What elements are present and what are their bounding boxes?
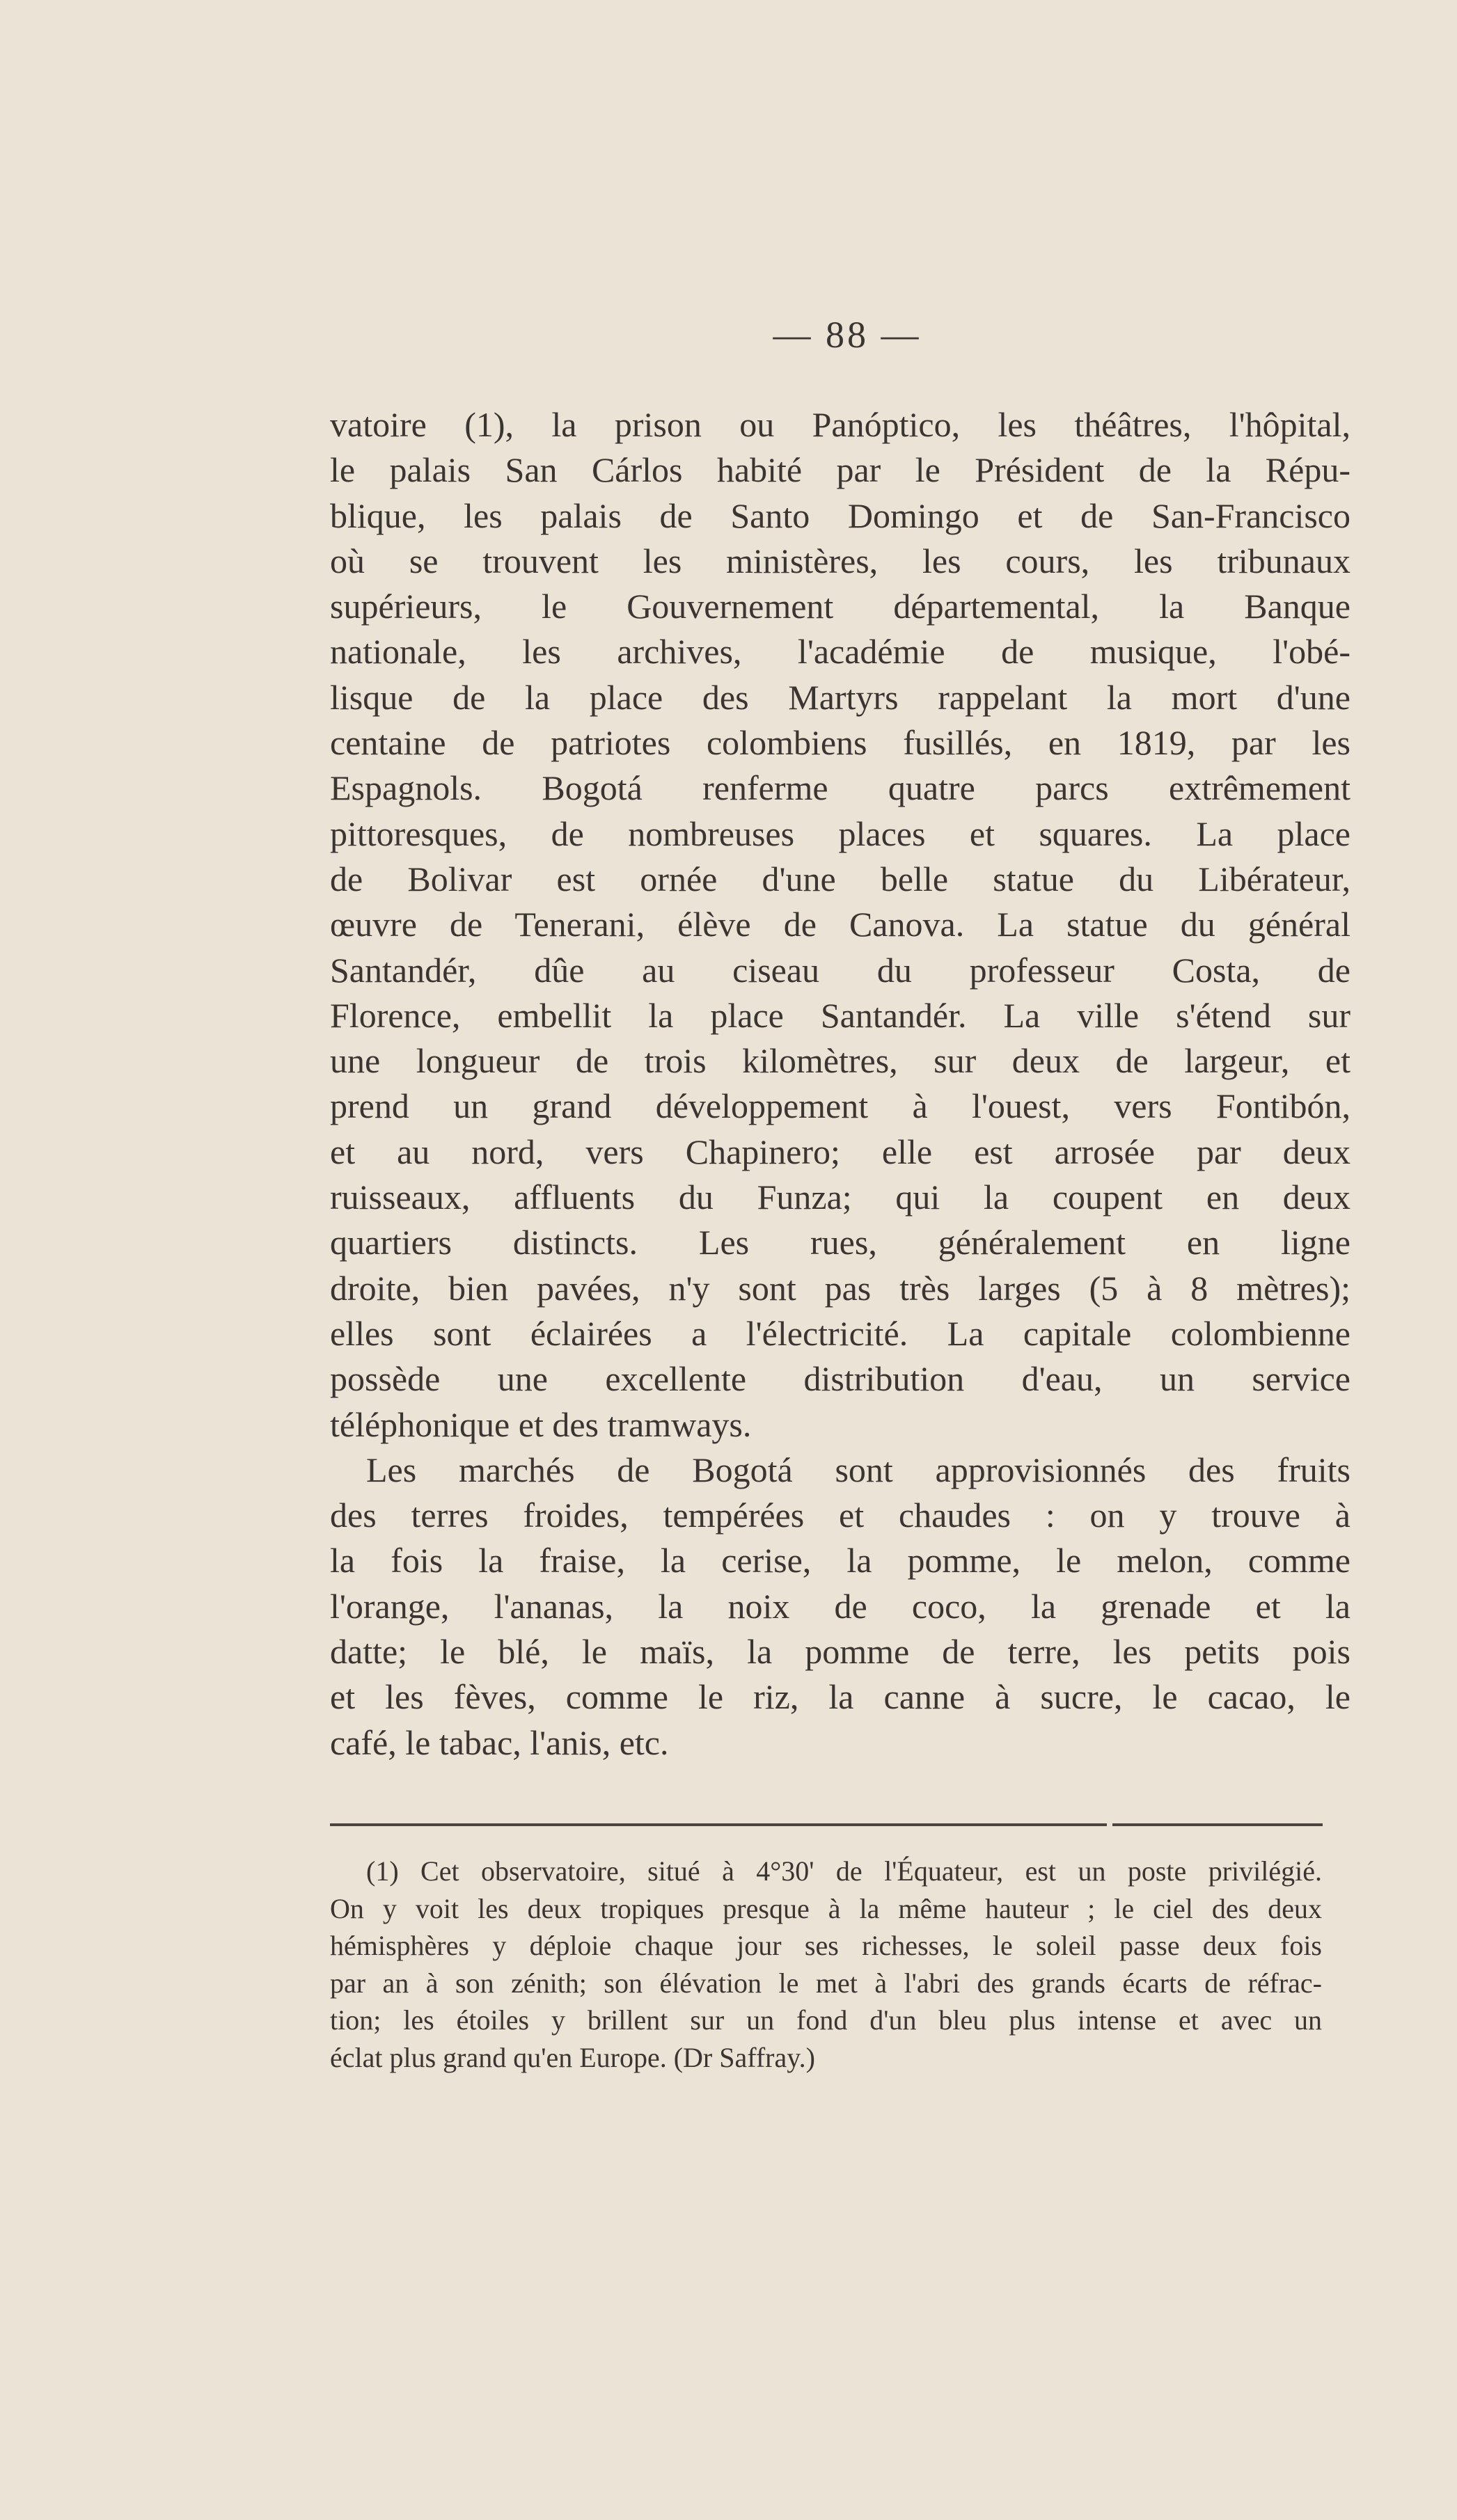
- body-line: droite, bien pavées, n'y sont pas très larges (5 à 8 mètres);: [330, 1268, 1350, 1308]
- body-line: œuvre de Tenerani, élève de Canova. La statue du général: [330, 905, 1350, 944]
- body-line: la fois la fraise, la cerise, la pomme, le melon, comme: [330, 1541, 1350, 1580]
- body-line: centaine de patriotes colombiens fusillés, en 1819, par les: [330, 723, 1350, 763]
- footnote-line: par an à son zénith; son élévation le met à l'abri des grands écarts de réfrac-: [330, 1967, 1322, 1999]
- footnote-line: On y voit les deux tropiques presque à la même hauteur ; le ciel des deux: [330, 1892, 1322, 1924]
- body-line: datte; le blé, le maïs, la pomme de terre, les petits pois: [330, 1632, 1350, 1672]
- body-line: quartiers distincts. Les rues, généralement en ligne: [330, 1223, 1350, 1262]
- footnote-rule-short: [1112, 1823, 1323, 1826]
- body-line: café, le tabac, l'anis, etc.: [330, 1722, 669, 1762]
- body-text: [330, 402, 1350, 1766]
- footnote-line: tion; les étoiles y brillent sur un fond d'un bleu plus intense et avec un: [330, 2004, 1322, 2036]
- body-line: et au nord, vers Chapinero; elle est arrosée par deux: [330, 1132, 1350, 1171]
- body-line: prend un grand développement à l'ouest, vers Fontibón,: [330, 1086, 1350, 1126]
- footnote-line: éclat plus grand qu'en Europe. (Dr Saffray.): [330, 2041, 815, 2073]
- body-line: et les fèves, comme le riz, la canne à sucre, le cacao, le: [330, 1677, 1350, 1717]
- body-line: Espagnols. Bogotá renferme quatre parcs extrêmement: [330, 768, 1350, 808]
- body-line: Florence, embellit la place Santandér. La ville s'étend sur: [330, 995, 1350, 1035]
- body-line: l'orange, l'ananas, la noix de coco, la grenade et la: [330, 1586, 1350, 1626]
- body-line: lisque de la place des Martyrs rappelant la mort d'une: [330, 677, 1350, 717]
- body-line: où se trouvent les ministères, les cours, les tribunaux: [330, 541, 1350, 580]
- footnote-line: (1) Cet observatoire, situé à 4°30' de l'Équateur, est un poste privilégié.: [366, 1855, 1322, 1887]
- body-line: blique, les palais de Santo Domingo et de San-Francisco: [330, 496, 1350, 535]
- body-line: pittoresques, de nombreuses places et squares. La place: [330, 814, 1350, 853]
- body-line: elles sont éclairées a l'électricité. La capitale colombienne: [330, 1313, 1350, 1353]
- body-line: supérieurs, le Gouvernement départemental, la Banque: [330, 587, 1350, 626]
- body-line: le palais San Cárlos habité par le Président de la Répu-: [330, 450, 1350, 490]
- body-line: téléphonique et des tramways.: [330, 1404, 752, 1444]
- body-line: ruisseaux, affluents du Funza; qui la coupent en deux: [330, 1178, 1350, 1217]
- body-line: de Bolivar est ornée d'une belle statue du Libérateur,: [330, 859, 1350, 898]
- body-line: nationale, les archives, l'académie de musique, l'obé-: [330, 632, 1350, 672]
- body-line: des terres froides, tempérées et chaudes : on y trouve à: [330, 1496, 1350, 1535]
- footnote-rule: [330, 1823, 1107, 1826]
- body-line: Santandér, dûe au ciseau du professeur Costa, de: [330, 950, 1350, 990]
- footnote-line: hémisphères y déploie chaque jour ses richesses, le soleil passe deux fois: [330, 1930, 1322, 1962]
- body-line: une longueur de trois kilomètres, sur deux de largeur, et: [330, 1041, 1350, 1081]
- body-line: Les marchés de Bogotá sont approvisionnés des fruits: [366, 1450, 1350, 1489]
- footnote: [330, 1853, 1322, 2077]
- page-number: — 88 —: [773, 314, 922, 356]
- body-line: vatoire (1), la prison ou Panóptico, les théâtres, l'hôpital,: [330, 405, 1350, 444]
- body-line: possède une excellente distribution d'eau, un service: [330, 1359, 1350, 1399]
